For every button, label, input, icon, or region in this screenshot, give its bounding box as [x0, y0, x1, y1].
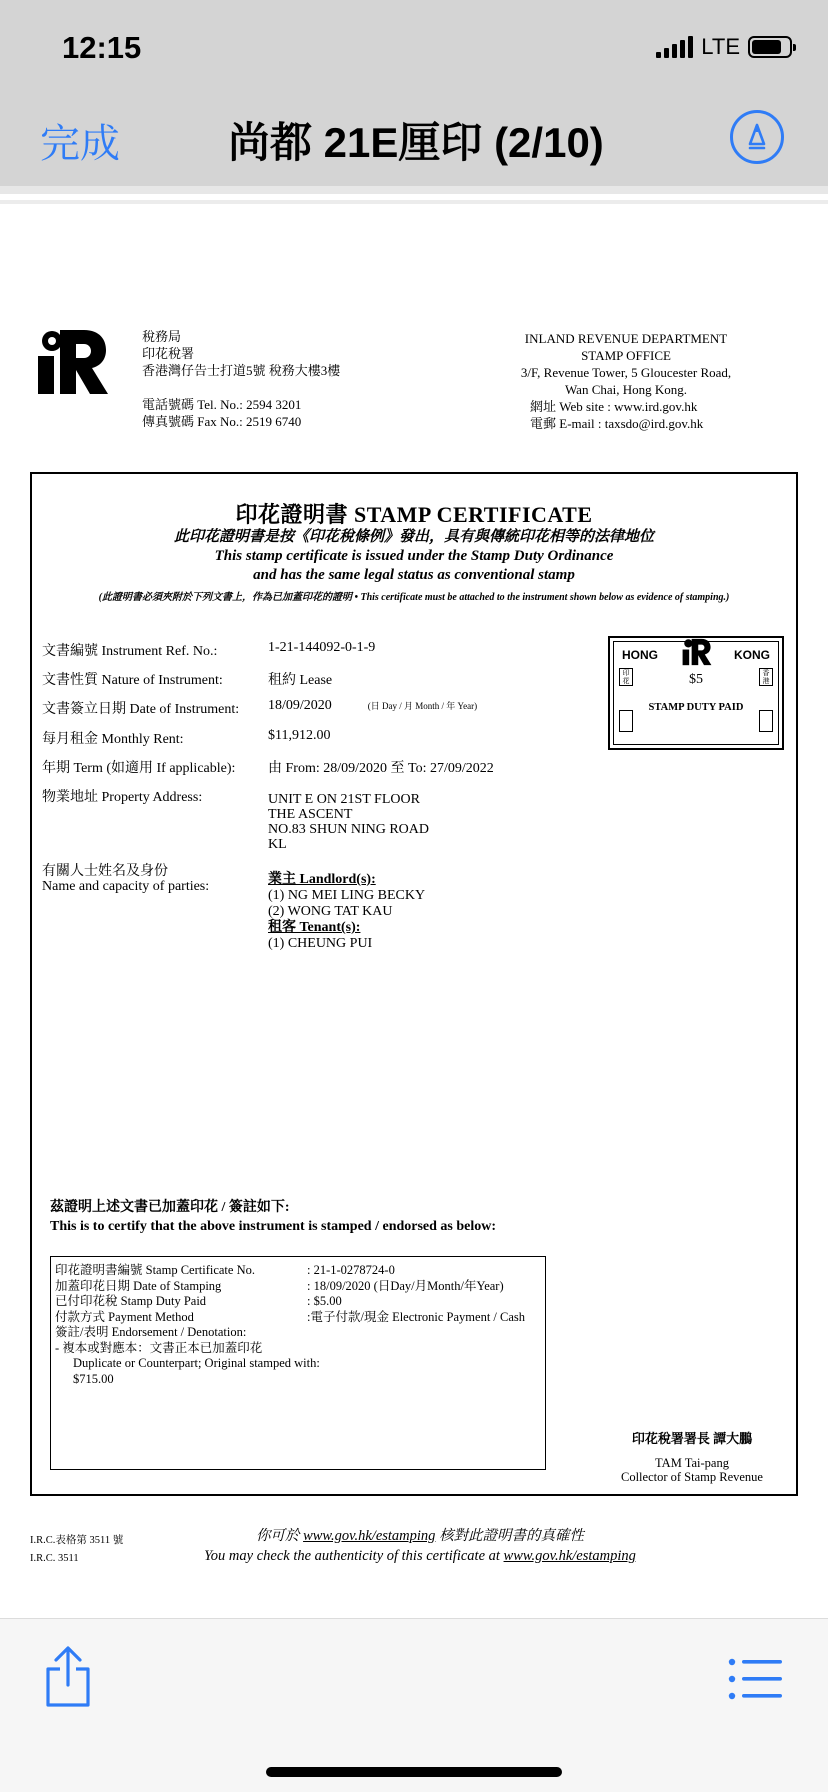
note-text: 你可於	[255, 1528, 304, 1544]
office-header-en	[476, 330, 776, 432]
bottom-toolbar	[0, 1618, 828, 1792]
header-line: 香港灣仔告士打道5號 稅務大樓3樓	[142, 363, 341, 378]
telephone: 電話號碼 Tel. No.: 2594 3201	[142, 397, 302, 412]
certification-statement	[50, 1198, 496, 1236]
detail-row	[55, 1310, 545, 1326]
address-line: NO.83 SHUN NING ROAD	[268, 822, 429, 837]
status-indicators	[656, 34, 792, 60]
field-value: 由 From: 28/09/2020 至 To: 27/09/2022	[268, 761, 494, 776]
address-line: KL	[268, 837, 287, 852]
authenticity-en	[140, 1546, 700, 1566]
stamp-hong: HONG	[622, 648, 658, 662]
header-line: 印花稅署	[142, 346, 195, 361]
property-address	[268, 792, 429, 852]
collector-title: Collector of Stamp Revenue	[621, 1470, 763, 1484]
certify-zh: 茲證明上述文書已加蓋印花 / 簽註如下:	[50, 1200, 290, 1215]
field-value-row	[268, 698, 477, 714]
endorsement-line: Duplicate or Counterpart; Original stamped with:	[73, 1356, 320, 1370]
address-line: THE ASCENT	[268, 807, 353, 822]
stamp-duty-paid-stamp	[608, 636, 784, 750]
seal-left: 印花	[619, 668, 633, 686]
stamping-details	[50, 1256, 546, 1470]
subtitle-en: This stamp certificate is issued under the Stamp Duty Ordinance	[214, 548, 614, 564]
field-label: 文書簽立日期 Date of Instrument:	[42, 702, 240, 717]
field-value: 18/09/2020	[268, 698, 332, 713]
date-format-hint: (日 Day / 月 Month / 年 Year)	[367, 701, 478, 711]
estamping-link[interactable]: www.gov.hk/estamping	[303, 1528, 436, 1544]
header-line: 3/F, Revenue Tower, 5 Gloucester Road,	[520, 365, 732, 380]
field-label: 年期 Term (如適用 If applicable):	[42, 761, 236, 776]
share-icon[interactable]	[42, 1645, 94, 1714]
field-label: 文書性質 Nature of Instrument:	[42, 673, 223, 688]
detail-label: 付款方式 Payment Method	[55, 1309, 194, 1324]
list-icon[interactable]	[728, 1657, 784, 1706]
ird-logo-icon	[680, 638, 714, 671]
landlord-label: 業主 Landlord(s):	[268, 872, 376, 887]
document-page	[0, 206, 828, 1618]
header-line: Wan Chai, Hong Kong.	[564, 382, 688, 397]
seal-right: 香港	[759, 668, 773, 686]
landlord: (1) NG MEI LING BECKY	[268, 888, 426, 903]
landlord: (2) WONG TAT KAU	[268, 904, 393, 919]
field-label: 每月租金 Monthly Rent:	[42, 732, 184, 747]
detail-value: : 18/09/2020 (日Day/月Month/年Year)	[307, 1278, 504, 1293]
field-value: $11,912.00	[268, 728, 331, 743]
field-label: 文書編號 Instrument Ref. No.:	[42, 644, 218, 659]
certificate-subtitle	[32, 528, 796, 585]
parties-label-zh: 有關人士姓名及身份	[42, 864, 168, 879]
fax: 傳真號碼 Fax No.: 2519 6740	[142, 414, 302, 429]
estamping-link[interactable]: www.gov.hk/estamping	[503, 1548, 636, 1564]
done-button[interactable]: 完成	[40, 122, 120, 166]
battery-icon	[748, 36, 792, 58]
collector-zh: 印花稅署署長 譚大鵬	[631, 1431, 753, 1446]
endorsement-label: 簽註/表明 Endorsement / Denotation:	[55, 1325, 247, 1339]
ird-logo-icon	[36, 328, 110, 401]
stamp-certificate	[30, 472, 798, 1496]
status-time: 12:15	[62, 30, 142, 65]
tenant: (1) CHEUNG PUI	[268, 936, 373, 951]
stamp-kong: KONG	[734, 648, 770, 662]
parties-label	[42, 864, 209, 894]
document-title: 尚都 21E厘印 (2/10)	[228, 119, 604, 166]
detail-value: : $5.00	[307, 1294, 342, 1308]
network-type: LTE	[701, 34, 740, 59]
navigation-header	[0, 0, 828, 186]
detail-row	[55, 1263, 545, 1279]
collector-signature	[592, 1432, 792, 1484]
cellular-signal-icon	[656, 36, 693, 58]
parties	[268, 872, 425, 952]
field-label: 物業地址 Property Address:	[42, 790, 203, 805]
certificate-note: (此證明書必須夾附於下列文書上，作為已加蓋印花的證明 • This certificate must be attached to the instrument shown below as evidence of stamping.)	[98, 592, 730, 603]
detail-label: 印花證明書編號 Stamp Certificate No.	[55, 1263, 255, 1277]
authenticity-note	[140, 1526, 700, 1566]
seal-mark-icon	[759, 710, 773, 732]
detail-row	[55, 1294, 545, 1310]
divider	[0, 186, 828, 194]
note-text: You may check the authenticity of this certificate at	[204, 1548, 504, 1564]
tenant-label: 租客 Tenant(s):	[268, 920, 361, 935]
certificate-title: 印花證明書 STAMP CERTIFICATE	[235, 502, 593, 527]
authenticity-zh	[140, 1526, 700, 1546]
header-line: 稅務局	[142, 329, 182, 344]
detail-label: 加蓋印花日期 Date of Stamping	[55, 1278, 222, 1293]
home-indicator[interactable]	[266, 1767, 562, 1777]
seal-mark-icon	[619, 710, 633, 732]
form-number-en: I.R.C. 3511	[30, 1553, 79, 1564]
field-value: 租約 Lease	[268, 673, 333, 688]
website: 網址 Web site : www.ird.gov.hk	[530, 399, 698, 414]
note-text: 核對此證明書的真確性	[435, 1528, 585, 1544]
email: 電郵 E-mail : taxsdo@ird.gov.hk	[530, 416, 704, 431]
header-line: INLAND REVENUE DEPARTMENT	[524, 331, 728, 346]
divider	[0, 200, 828, 204]
detail-row	[55, 1279, 545, 1295]
detail-value: : 21-1-0278724-0	[307, 1263, 395, 1277]
detail-value: :電子付款/現金 Electronic Payment / Cash	[307, 1309, 526, 1324]
form-number-zh: I.R.C.表格第 3511 號	[30, 1535, 124, 1546]
subtitle-zh: 此印花證明書是按《印花稅條例》發出，具有與傳統印花相等的法律地位	[173, 529, 654, 545]
detail-label: 已付印花稅 Stamp Duty Paid	[55, 1294, 207, 1308]
endorsement-line: - 複本或對應本：文書正本已加蓋印花	[55, 1340, 263, 1355]
collector-name: TAM Tai-pang	[655, 1456, 729, 1470]
office-header-zh	[142, 328, 340, 430]
parties-label-en: Name and capacity of parties:	[42, 879, 210, 894]
endorsement-line: $715.00	[73, 1371, 114, 1386]
markup-pen-icon[interactable]	[730, 110, 784, 164]
stamp-paid-label: STAMP DUTY PAID	[648, 702, 744, 713]
subtitle-en: and has the same legal status as conventional stamp	[253, 567, 575, 583]
form-number	[30, 1532, 123, 1568]
certify-en: This is to certify that the above instrument is stamped / endorsed as below:	[50, 1219, 497, 1234]
field-value: 1-21-144092-0-1-9	[268, 640, 376, 655]
stamp-amount: $5	[689, 672, 703, 687]
header-line: STAMP OFFICE	[581, 348, 671, 363]
address-line: UNIT E ON 21ST FLOOR	[268, 792, 420, 807]
